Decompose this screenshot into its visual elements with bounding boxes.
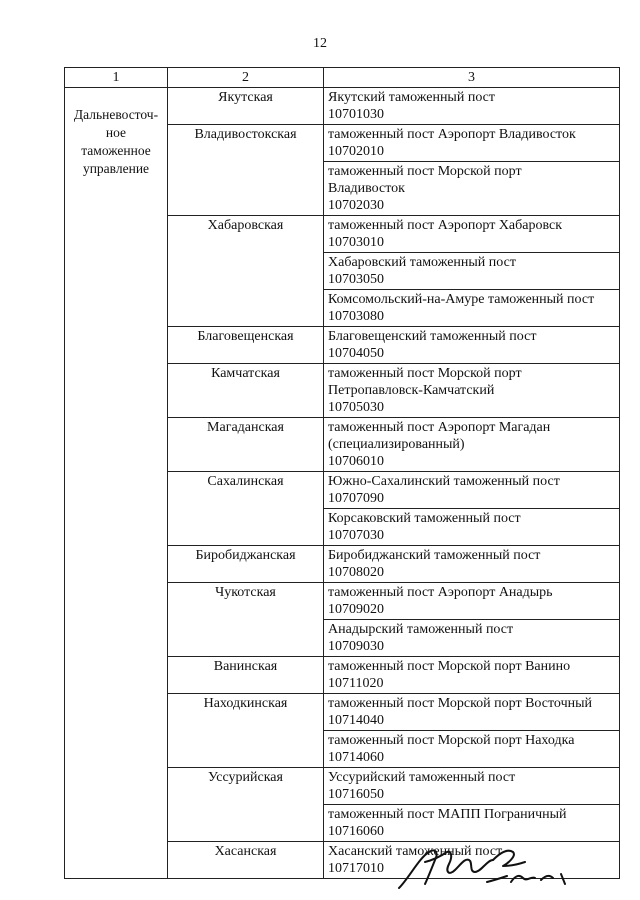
customs-region: Сахалинская [168, 472, 324, 546]
customs-post: Хасанский таможенный пост 10717010 [324, 842, 620, 879]
column-header: 2 [168, 68, 324, 88]
customs-post: Хабаровский таможенный пост 10703050 [324, 253, 620, 290]
header-row [65, 68, 620, 88]
signature [395, 838, 595, 893]
customs-post: таможенный пост Морской порт Находка 10714060 [324, 731, 620, 768]
customs-region: Благовещенская [168, 327, 324, 364]
customs-post: таможенный пост Морской порт Петропавловск-Камчатский 10705030 [324, 364, 620, 418]
column-header: 1 [65, 68, 168, 88]
column-header: 3 [324, 68, 620, 88]
customs-region: Хабаровская [168, 216, 324, 327]
customs-post: Южно-Сахалинский таможенный пост 10707090 [324, 472, 620, 509]
customs-region: Чукотская [168, 583, 324, 657]
customs-post: таможенный пост МАПП Пограничный 10716060 [324, 805, 620, 842]
customs-posts-table [64, 67, 620, 879]
customs-post: Корсаковский таможенный пост 10707030 [324, 509, 620, 546]
customs-post: таможенный пост Морской порт Ванино 10711020 [324, 657, 620, 694]
customs-region: Магаданская [168, 418, 324, 472]
customs-post: таможенный пост Аэропорт Анадырь 10709020 [324, 583, 620, 620]
customs-region: Находкинская [168, 694, 324, 768]
customs-region: Уссурийская [168, 768, 324, 842]
customs-region: Владивостокская [168, 125, 324, 216]
customs-post: таможенный пост Морской порт Владивосток 10702030 [324, 162, 620, 216]
table-row [65, 88, 620, 125]
customs-post: Уссурийский таможенный пост 10716050 [324, 768, 620, 805]
customs-post: таможенный пост Аэропорт Владивосток 10702010 [324, 125, 620, 162]
customs-post: таможенный пост Морской порт Восточный 10714040 [324, 694, 620, 731]
customs-post: таможенный пост Аэропорт Магадан (специализированный) 10706010 [324, 418, 620, 472]
customs-region: Ванинская [168, 657, 324, 694]
customs-region: Камчатская [168, 364, 324, 418]
table-body [65, 88, 620, 879]
customs-region: Хасанская [168, 842, 324, 879]
page-number: 12 [313, 36, 327, 51]
customs-post: таможенный пост Аэропорт Хабаровск 10703010 [324, 216, 620, 253]
customs-region: Биробиджанская [168, 546, 324, 583]
customs-post: Благовещенский таможенный пост 10704050 [324, 327, 620, 364]
customs-post: Комсомольский-на-Амуре таможенный пост 10703080 [324, 290, 620, 327]
customs-department: Дальневосточ- ное таможенное управление [65, 88, 168, 879]
customs-post: Анадырский таможенный пост 10709030 [324, 620, 620, 657]
customs-post: Биробиджанский таможенный пост 10708020 [324, 546, 620, 583]
customs-post: Якутский таможенный пост 10701030 [324, 88, 620, 125]
customs-region: Якутская [168, 88, 324, 125]
